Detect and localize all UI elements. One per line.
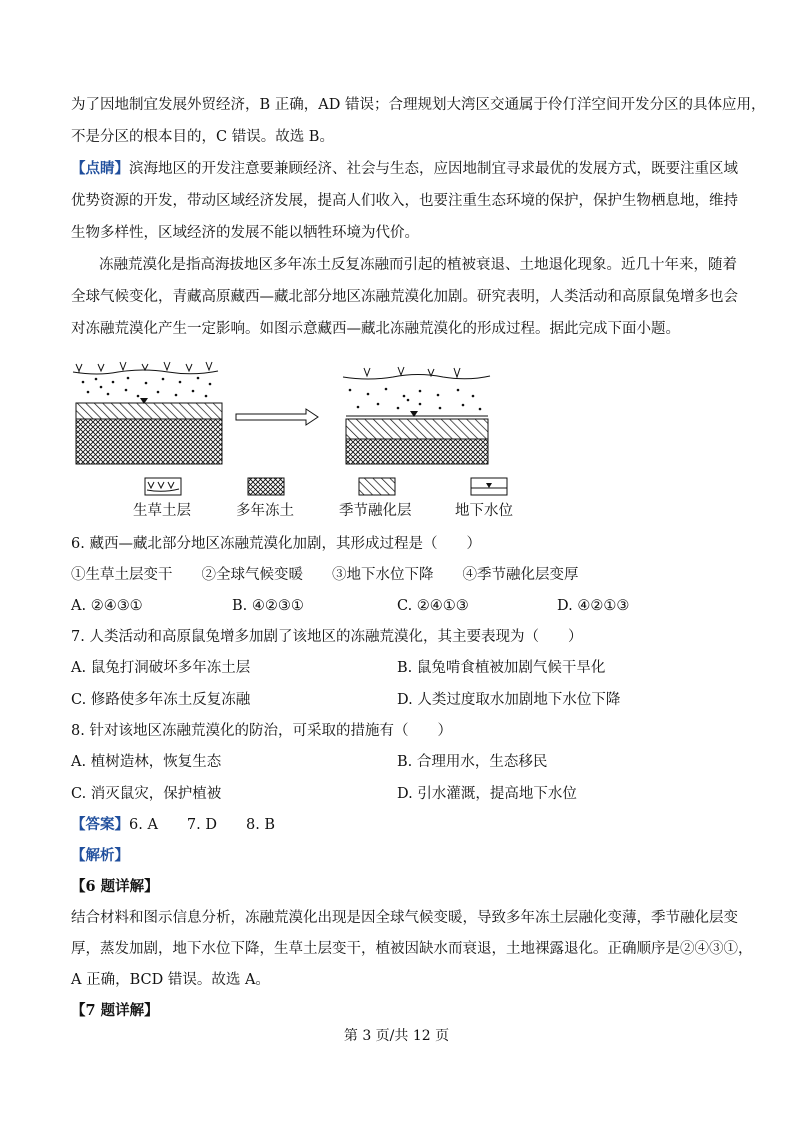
detail-6-line: A 正确，BCD 错误。故选 A。: [71, 972, 270, 988]
question-6-stem: 6. 藏西—藏北部分地区冻融荒漠化加剧，其形成过程是（ ）: [71, 536, 481, 552]
text-line: 生物多样性，区域经济的发展不能以牺牲环境为代价。: [71, 225, 419, 241]
q8-option-c[interactable]: C. 消灭鼠灾，保护植被: [71, 786, 222, 802]
legend-seasonal-label: 季节融化层: [339, 503, 412, 519]
legend-groundwater-icon: [471, 478, 507, 495]
comment-text: 滨海地区的开发注意要兼顾经济、社会与生态，应因地制宜寻求最优的发展方式，既要注重区域: [129, 161, 738, 177]
legend-grass-label: 生草土层: [133, 503, 191, 519]
detail-7-tag: 【7 题详解】: [71, 1002, 159, 1019]
text-line: 不是分区的根本目的，C 错误。故选 B。: [71, 129, 334, 145]
intro-line: 冻融荒漠化是指高海拔地区多年冻土反复冻融而引起的植被衰退、土地退化现象。近几十年来，随着: [99, 257, 737, 273]
q7-option-a[interactable]: A. 鼠兔打洞破坏多年冻土层: [71, 660, 251, 676]
q8-option-b[interactable]: B. 合理用水，生态移民: [397, 754, 548, 770]
q6-option-c[interactable]: C. ②④①③: [397, 598, 469, 614]
detail-6-line: 结合材料和图示信息分析，冻融荒漠化出现是因全球气候变暖，导致多年冻土层融化变薄，季节融化层变: [71, 910, 738, 926]
legend-groundwater-label: 地下水位: [455, 503, 513, 519]
q6-option-a[interactable]: A. ②④③①: [71, 598, 143, 614]
q7-option-b[interactable]: B. 鼠兔啃食植被加剧气候干旱化: [397, 660, 606, 676]
question-6-items: ①生草土层变干 ②全球气候变暖 ③地下水位下降 ④季节融化层变厚: [71, 567, 579, 583]
legend-seasonal-icon: [359, 478, 395, 495]
detail-6-tag: 【6 题详解】: [71, 878, 159, 895]
legend-permafrost-label: 多年冻土: [236, 503, 294, 519]
q7-option-c[interactable]: C. 修路使多年冻土反复冻融: [71, 692, 251, 708]
analysis-tag: 【解析】: [71, 847, 129, 864]
q8-option-d[interactable]: D. 引水灌溉，提高地下水位: [397, 786, 577, 802]
legend-permafrost-icon: [248, 478, 284, 495]
comment-line: [71, 159, 738, 179]
detail-6-line: 厚，蒸发加剧，地下水位下降，生草土层变干，植被因缺水而衰退，土地裸露退化。正确顺序是②④③①，: [71, 941, 753, 957]
q7-option-d[interactable]: D. 人类过度取水加剧地下水位下降: [397, 692, 621, 708]
answer-text: 6. A 7. D 8. B: [129, 817, 276, 833]
page-footer: 第 3 页/共 12 页: [343, 1028, 450, 1044]
answer-line: [71, 815, 275, 835]
q6-option-b[interactable]: B. ④②③①: [232, 598, 304, 614]
intro-line: 对冻融荒漠化产生一定影响。如图示意藏西—藏北冻融荒漠化的形成过程。据此完成下面小题。: [71, 321, 680, 337]
process-arrow: [236, 409, 318, 425]
intro-line: 全球气候变化，青藏高原藏西—藏北部分地区冻融荒漠化加剧。研究表明，人类活动和高原鼠兔增多也会: [71, 289, 738, 305]
q8-option-a[interactable]: A. 植树造林，恢复生态: [71, 754, 222, 770]
after-panel: [343, 367, 490, 464]
question-8-stem: 8. 针对该地区冻融荒漠化的防治，可采取的措施有（ ）: [71, 723, 452, 739]
text-line: 优势资源的开发，带动区域经济发展，提高人们收入，也要注重生态环境的保护，保护生物栖息地，维持: [71, 193, 738, 209]
desertification-diagram: [68, 352, 528, 522]
q6-option-d[interactable]: D. ④②①③: [557, 598, 630, 614]
before-panel: [73, 362, 222, 464]
comment-tag: 【点睛】: [71, 160, 129, 177]
text-line: 为了因地制宜发展外贸经济，B 正确，AD 错误；合理规划大湾区交通属于伶仃洋空间开发分区的具体应用，: [71, 97, 766, 113]
answer-tag: 【答案】: [71, 816, 129, 833]
question-7-stem: 7. 人类活动和高原鼠兔增多加剧了该地区的冻融荒漠化，其主要表现为（ ）: [71, 629, 583, 645]
legend-grass-icon: [145, 478, 181, 495]
